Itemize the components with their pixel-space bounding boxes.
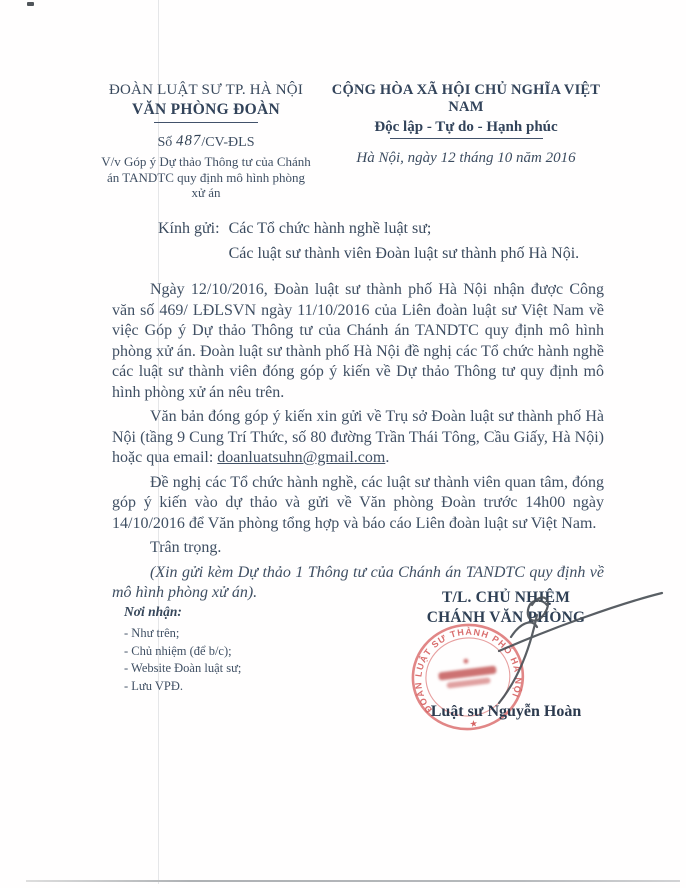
text-segment: Trân trọng. [150, 539, 222, 556]
text-segment: Đề nghị các Tổ chức hành nghề, các luật sư thành viên quan tâm, đóng góp ý kiến vào dự thảo và gửi về Văn phòng Đoàn trước 14h00 ngày 14/10/2016 để Văn phòng tổng hợp và báo cáo Liên đoàn luật sư Việt Nam. [112, 473, 604, 532]
text-segment: Văn bản đóng góp ý kiến xin gửi về Trụ sở Đoàn luật sư thành phố Hà Nội (tầng 9 Cung Trí Thức, số 80 đường Trần Thái Tông, Cầu Giấy, Hà Nội) hoặc qua email: [112, 408, 604, 466]
recipients-note-item: - Lưu VPĐ. [124, 678, 183, 693]
salutation-label: Kính gửi: [158, 220, 220, 237]
signature-title-line2: CHÁNH VĂN PHÒNG [426, 609, 586, 626]
text-segment: (Xin gửi kèm Dự thảo 1 Thông tư của Chánh án TANDTC quy định về mô hình phòng xử án). [112, 563, 604, 601]
text-segment: . [385, 449, 390, 466]
signature-stroke [499, 593, 662, 651]
text-segment: Ngày 12/10/2016, Đoàn luật sư thành phố Hà Nội nhận được Công văn số 469/ LĐLSVN ngày 11/10/2016 của Liên đoàn luật sư Việt Nam về việc Góp ý Dự thảo Thông tư của Chánh án TANDTC quy định mô hình phòng xử án. Đoàn luật sư thành phố Hà Nội đề nghị các Tổ chức hành nghề các luật sư thành viên đóng góp ý kiến về Dự thảo Thông tư quy định mô hình phòng xử án nêu trên. [112, 281, 604, 401]
doc-number [100, 134, 312, 151]
paragraph [112, 407, 604, 469]
national-title: CỘNG HÒA XÃ HỘI CHỦ NGHĨA VIỆT NAM [331, 82, 601, 115]
recipients-note-item: - Như trên; [124, 626, 180, 640]
office-name-line: VĂN PHÒNG ĐOÀN [132, 101, 280, 118]
org-header [100, 82, 312, 201]
motto-underline [390, 138, 543, 139]
doc-number-handwritten: 487 [175, 132, 202, 150]
signature-stroke [528, 597, 548, 620]
signature-title-line1: T/L. CHỦ NHIỆM [441, 589, 571, 606]
email-text: doanluatsuhn@gmail.com [217, 449, 386, 466]
doc-number-label: Số [157, 135, 173, 150]
salutation-line: Các luật sư thành viên Đoàn luật sư thành phố Hà Nội. [228, 245, 580, 262]
salutation [158, 216, 579, 266]
signer-name: Luật sư Nguyễn Hoàn [430, 703, 582, 720]
paragraph [112, 280, 604, 403]
doc-number-suffix: /CV-ĐLS [201, 135, 255, 150]
handwritten-signature [380, 552, 686, 752]
doc-subject: V/v Góp ý Dự thảo Thông tư của Chánh án TANDTC quy định mô hình phòng xử án [101, 154, 311, 200]
paragraph [112, 473, 604, 535]
recipients-note-label: Nơi nhận: [124, 604, 182, 619]
stamp-rim-text: ĐOÀN LUẬT SƯ THÀNH PHỐ HÀ NỘI [413, 626, 524, 715]
office-underline [154, 122, 258, 123]
place-date: Hà Nội, ngày 12 tháng 10 năm 2016 [356, 150, 576, 166]
scan-speck [27, 2, 34, 6]
recipients-note [124, 604, 241, 695]
national-header [318, 82, 614, 167]
recipients-note-item: - Website Đoàn luật sư; [124, 661, 242, 675]
salutation-line: Các Tổ chức hành nghề luật sư; [228, 220, 432, 237]
scan-bottom-edge [26, 880, 680, 882]
national-motto: Độc lập - Tự do - Hạnh phúc [374, 119, 558, 135]
recipients-note-item: - Chủ nhiệm (để b/c); [124, 643, 232, 658]
org-name-line: ĐOÀN LUẬT SƯ TP. HÀ NỘI [108, 82, 304, 98]
stamp-star-icon: ★ [468, 718, 479, 730]
